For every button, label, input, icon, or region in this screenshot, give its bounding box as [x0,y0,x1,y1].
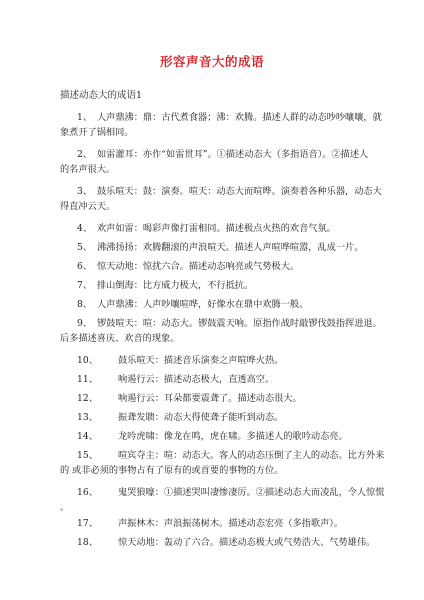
entry-number: 5、 [77,242,93,253]
entry-text: 鬼哭狼嚎：①描述哭叫凄惨凄厉。②描述动态大而凌乱，令人惊慌 [118,487,385,498]
entry-number: 7、 [77,280,93,291]
entry-text: 喧宾夺主：喧：动态大。客人的动态压倒了主人的动态。比方外来 [118,450,385,461]
entry-number: 12、 [77,393,98,404]
entry-text: 欢声如雷：喝彩声像打雷相同。描述极点火热的欢音气氛。 [97,223,336,234]
entry-text: 振聋发聩：动态大得使聋子能听到动态。 [118,412,284,423]
entry-text: 锣鼓喧天：喧：动态大。锣鼓震天响。原指作战时敲锣伐鼓指挥进退。 [97,318,382,329]
entry-continuation: 得直冲云天。 [60,201,116,212]
document-title: 形容声音大的成语 [159,54,264,69]
entry-text: 人声鼎沸：人声吵嚷喧哗，好像水在鼎中欢腾一般。 [97,299,309,310]
entry-number: 13、 [77,412,98,423]
entry-number: 18、 [77,537,98,548]
entry-continuation: 的 或非必须的事物占有了原有的或首要的事物的方位。 [60,465,284,476]
entry-number: 1、 [77,112,93,123]
entry-number: 17、 [77,518,98,529]
entry-number: 3、 [77,186,93,197]
entry-text: 响遏行云：描述动态极大，直透高空。 [118,374,275,385]
entry-text: 鼓乐喧天：描述音乐演奏之声喧哗火热。 [118,355,284,366]
entry-text: 龙吟虎啸：像龙在鸣，虎在啸。多描述人的歌吟动态亮。 [118,431,348,442]
entry-text: 沸沸扬扬：欢腾翻滚的声浪喧天。描述人声喧哗喧嚣，乱成一片。 [97,242,364,253]
entry-text: 响遏行云：耳朵都要震聋了。描述动态很大。 [118,393,302,404]
entry-number: 14、 [77,431,98,442]
entry-number: 9、 [77,318,93,329]
entry-number: 15、 [77,450,98,461]
entry-text: 惊天动地：轰动了六合。描述动态极大或气势浩大、气势雄伟。 [118,537,376,548]
entry-number: 16、 [77,487,98,498]
document-subtitle: 描述动态大的成语1 [60,90,143,101]
entry-text: 惊天动地：惊扰六合。描述动态响亮或气势极大。 [97,261,300,272]
entry-number: 11、 [77,374,98,385]
entry-number: 8、 [77,299,93,310]
entry-continuation: 象煮开了锅相同。 [60,127,134,138]
entry-text: 排山倒海：比方威力极大，不行抵抗。 [97,280,254,291]
entry-number: 4、 [77,223,93,234]
entry-text: 人声鼎沸：鼎：古代煮食器；沸：欢腾。描述人群的动态吵吵嚷嚷，就 [97,112,382,123]
entry-number: 2、 [77,149,93,160]
entry-continuation: 后多描述喜庆、欢音的现象。 [60,333,180,344]
entry-text: 如雷灌耳：亦作“如雷贯耳”。①描述动态大（多指语音）。②描述人 [97,149,369,160]
entry-continuation: 的名声很大。 [60,164,116,175]
entry-continuation: 。 [60,502,70,513]
entry-text: 声振林木：声浪振荡树木。描述动态宏亮（多指歌声）。 [118,518,344,529]
entry-number: 6、 [77,261,93,272]
entry-number: 10、 [77,355,98,366]
entry-text: 鼓乐喧天：鼓：演奏。喧天：动态大而喧哗。演奏着各种乐器，动态大 [97,186,382,197]
